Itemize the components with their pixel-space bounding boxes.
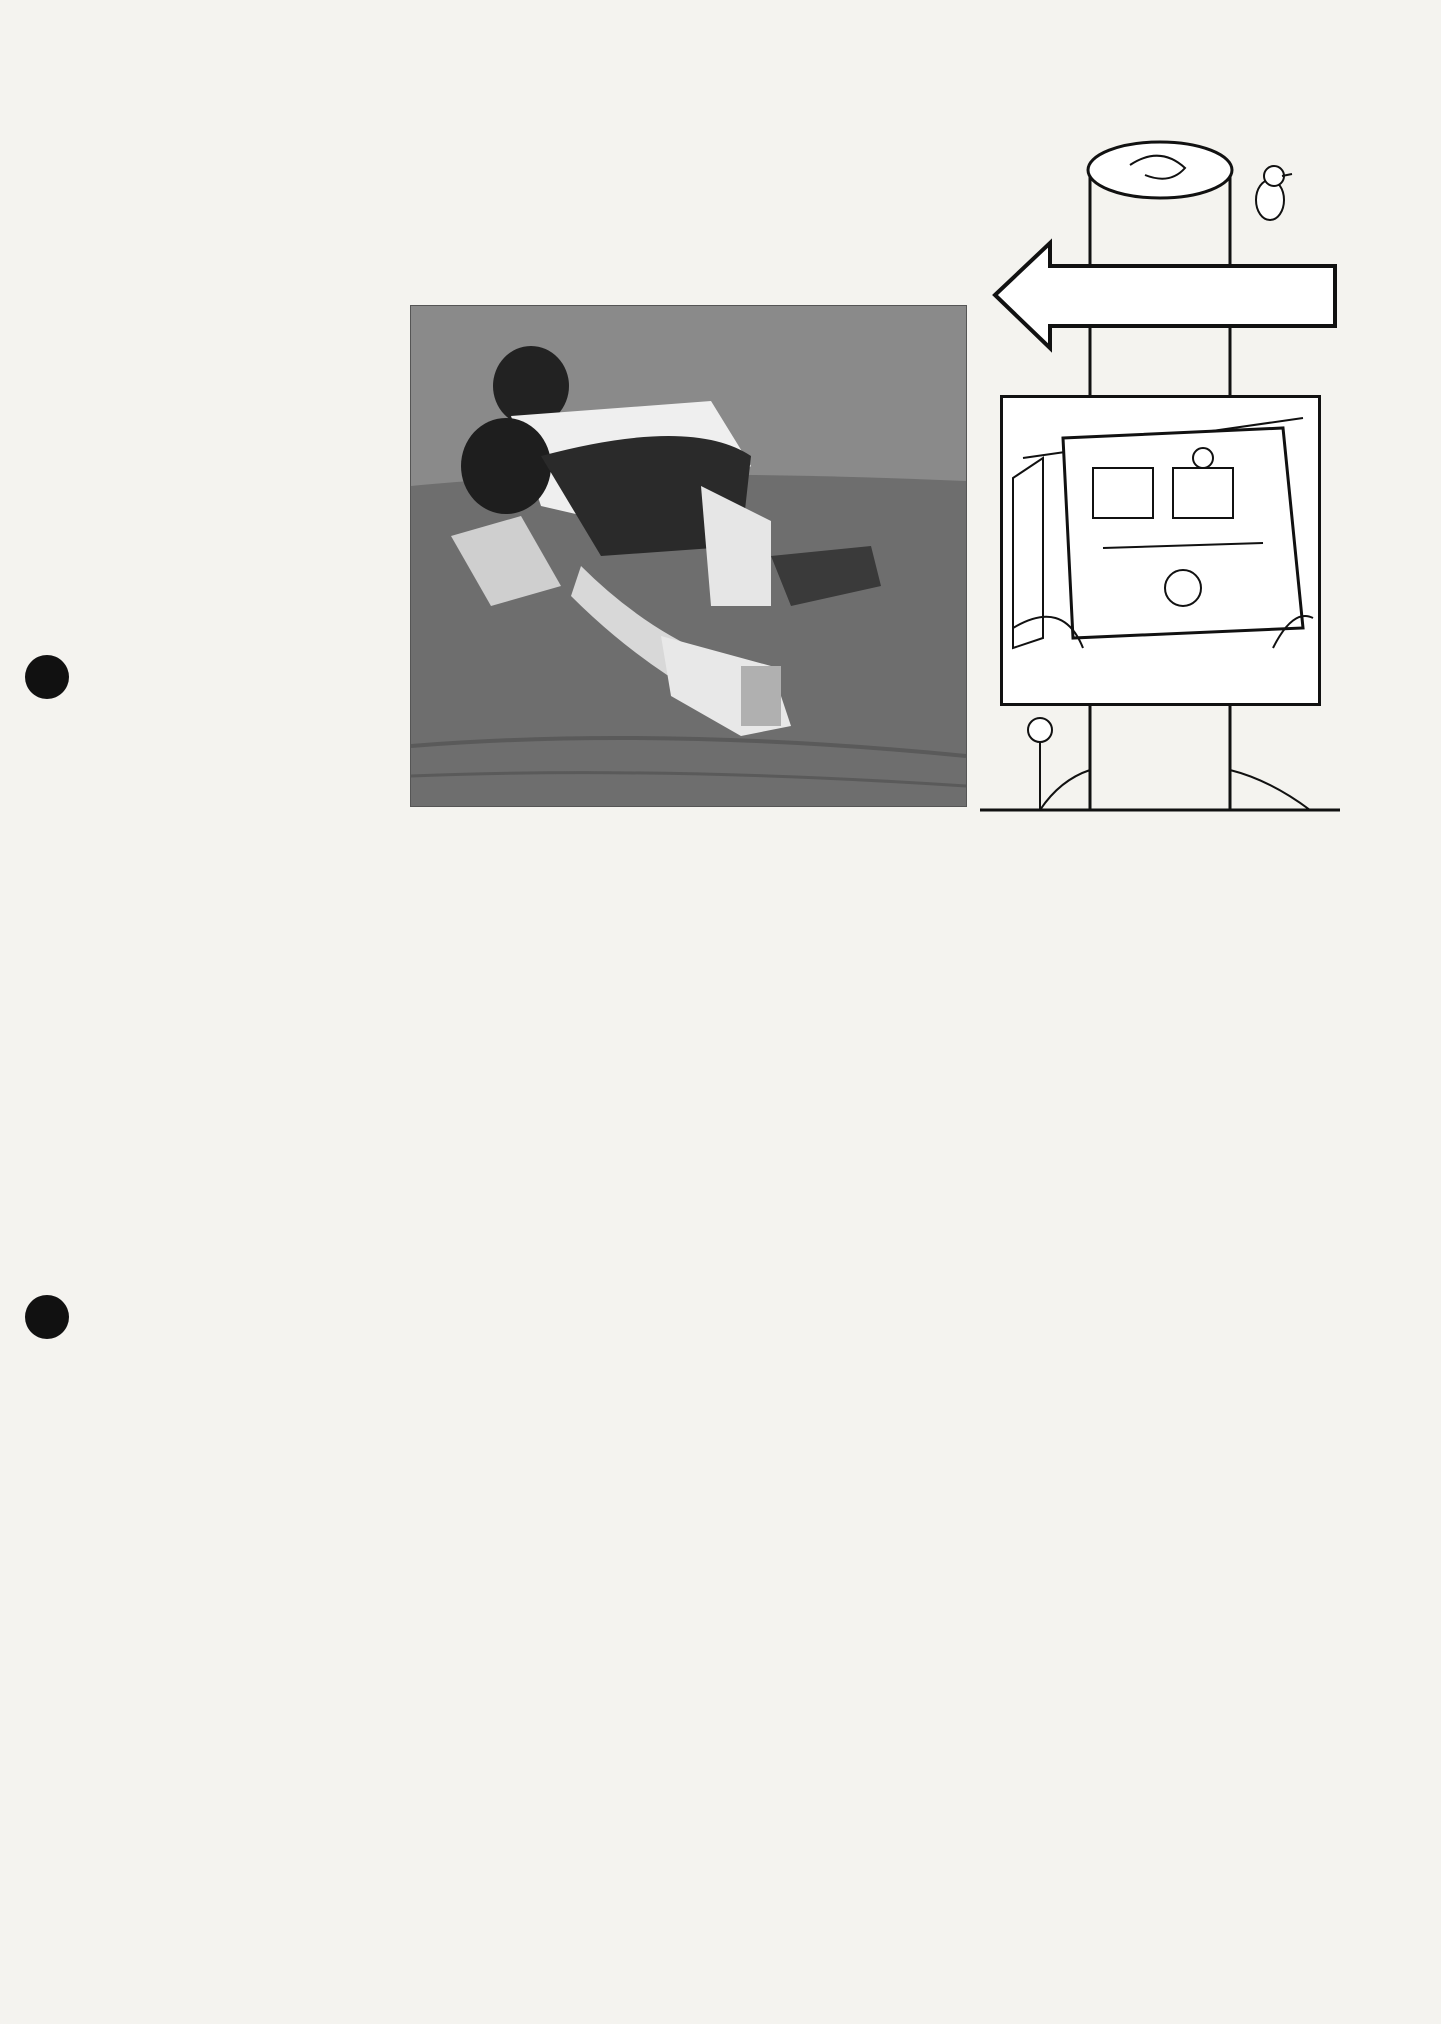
- competition-results: [960, 860, 1330, 1580]
- main-article-body: [220, 305, 400, 475]
- train-drawing: [1000, 395, 1321, 706]
- binding-hole-marker: [25, 655, 69, 699]
- main-article-body-3: [105, 480, 393, 800]
- train-drawing-art: [1003, 398, 1318, 653]
- binding-hole-marker: [25, 1295, 69, 1339]
- kodomo-arrow-badge: [990, 238, 1350, 353]
- sprint-start-photo: [410, 305, 967, 807]
- publication-header: [1267, 92, 1281, 117]
- main-article-body-2: [110, 305, 182, 475]
